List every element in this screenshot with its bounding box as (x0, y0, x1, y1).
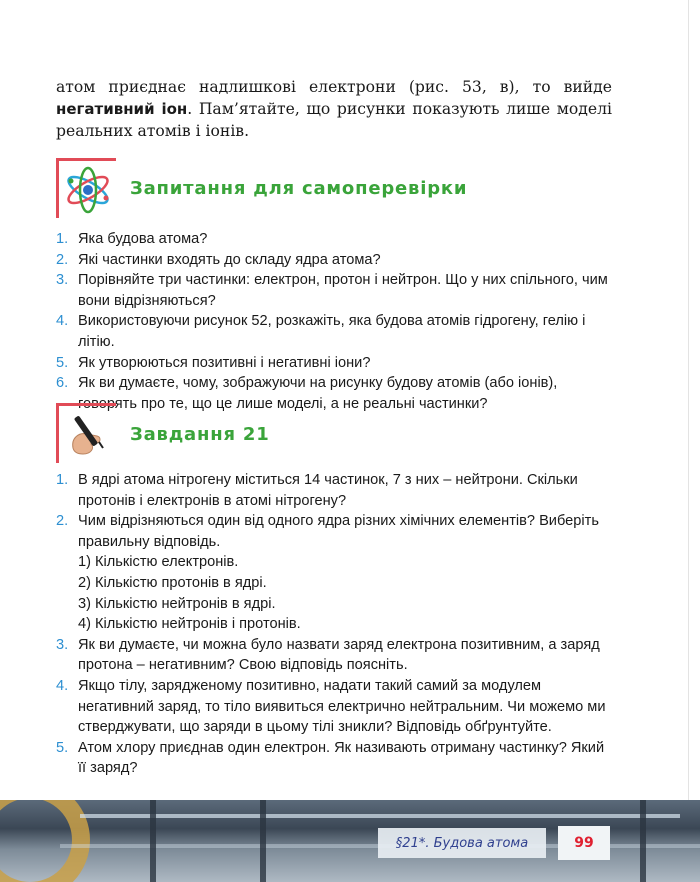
pen-hand-icon (61, 408, 115, 462)
item-text: Яка будова атома? (78, 231, 208, 247)
item-number: 2. (56, 513, 69, 530)
footer-rail (260, 800, 266, 882)
footer-decoration-ring (0, 800, 90, 882)
question-4 (56, 311, 612, 352)
chapter-label: §21*. Будова атома (378, 828, 546, 858)
intro-bold-term: негативний іон (56, 100, 188, 118)
page-edge (688, 0, 689, 800)
page-number: 99 (558, 826, 610, 860)
item-number: 4. (56, 313, 69, 330)
question-2 (56, 250, 612, 271)
footer-rail (150, 800, 156, 882)
question-6 (56, 373, 612, 414)
item-number: 2. (56, 251, 69, 268)
intro-paragraph (56, 76, 612, 142)
task-2 (56, 511, 612, 635)
item-text: Порівняйте три частинки: електрон, протон і нейтрон. Що у них спільного, чим вони відрізняються? (78, 272, 608, 309)
item-text: Як утворюються позитивні і негативні іони? (78, 354, 371, 371)
item-text: Якщо тілу, зарядженому позитивно, надати такий самий за модулем негативний заряд, то тіло виявиться електрично нейтральним. Чи можемо ми стверджувати, що заряди в цьому тілі зникли? Відповідь обґрунтуйте. (78, 677, 606, 736)
task-3 (56, 635, 612, 676)
self-check-questions (56, 229, 612, 414)
item-number: 4. (56, 677, 69, 694)
section-title-task-21: Завдання 21 (130, 424, 270, 445)
item-number: 5. (56, 354, 69, 371)
item-number: 3. (56, 272, 69, 289)
intro-text-2: . Пам’ятайте, що рисунки показують лише моделі реальних атомів і іонів. (56, 100, 613, 140)
page-footer-banner (0, 800, 700, 882)
question-1 (56, 229, 612, 250)
item-text: Чим відрізняються один від одного ядра різних хімічних елементів? Виберіть правильну відповідь. (78, 513, 599, 550)
section-title-self-check: Запитання для самоперевірки (130, 178, 468, 199)
answer-option-2: 2) Кількістю протонів в ядрі. (78, 574, 267, 591)
atom-section-icon (56, 158, 116, 218)
task-21-items (56, 470, 612, 779)
question-3 (56, 270, 612, 311)
footer-rail (640, 800, 646, 882)
task-5 (56, 738, 612, 779)
answer-option-4: 4) Кількістю нейтронів і протонів. (78, 616, 301, 633)
item-text: Атом хлору приєднав один електрон. Як називають отриману частинку? Який її заряд? (78, 739, 605, 777)
answer-option-3: 3) Кількістю нейтронів в ядрі. (78, 595, 276, 612)
item-text: В ядрі атома нітрогену міститься 14 частинок, 7 з них – нейтрони. Скільки протонів і електронів в атомі нітрогену? (78, 472, 578, 509)
footer-beam (80, 814, 680, 818)
intro-text-1: атом приєднає надлишкові електрони (рис. 53, в), то вийде (56, 78, 612, 96)
item-text: Використовуючи рисунок 52, розкажіть, яка будова атомів гідрогену, гелію і літію. (78, 313, 586, 350)
item-text: Як ви думаєте, чи можна було назвати заряд електрона позитивним, а заряд протона – негативним? Свою відповідь поясніть. (78, 636, 600, 674)
answer-option-1: 1) Кількістю електронів. (78, 554, 239, 571)
item-number: 1. (56, 231, 69, 247)
item-number: 6. (56, 375, 69, 392)
task-4 (56, 676, 612, 738)
item-number: 1. (56, 472, 69, 488)
question-5 (56, 353, 612, 374)
item-number: 3. (56, 636, 69, 653)
item-text: Які частинки входять до складу ядра атома? (78, 251, 381, 268)
task-section-icon (56, 403, 116, 463)
task-1 (56, 470, 612, 511)
atom-icon (61, 163, 115, 217)
item-number: 5. (56, 739, 69, 756)
item-text: Як ви думаєте, чому, зображуючи на рисунку будову атомів (або іонів), говорять про те, що це лише моделі, а не реальні частинки? (78, 375, 558, 412)
